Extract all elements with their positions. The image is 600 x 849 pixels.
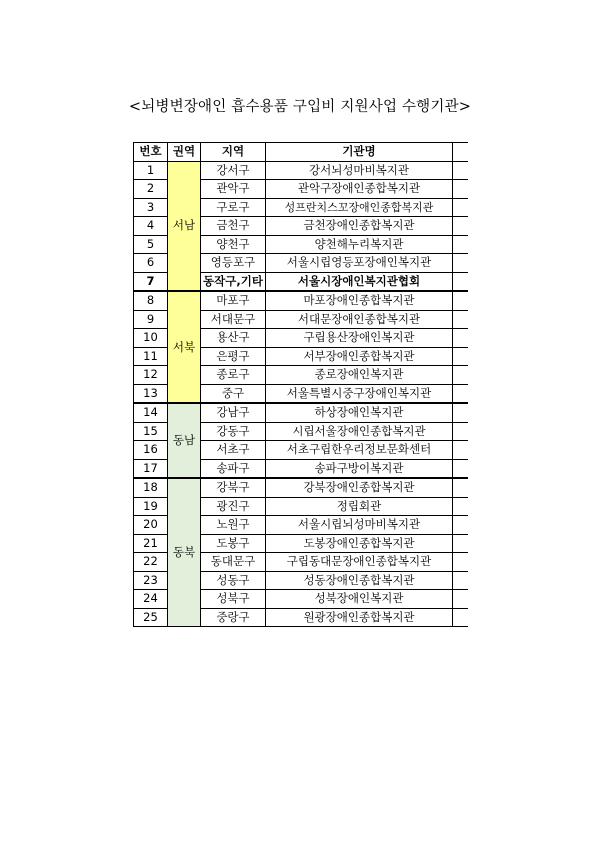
row-area: 광진구 xyxy=(201,497,266,516)
row-agency: 서울시립영등포장애인복지관 xyxy=(266,254,453,273)
row-number: 19 xyxy=(134,497,168,516)
header-region: 권역 xyxy=(168,143,201,162)
row-agency: 서대문장애인종합복지관 xyxy=(266,310,453,329)
row-area: 종로구 xyxy=(201,366,266,385)
row-agency: 성북장애인복지관 xyxy=(266,590,453,609)
row-number: 6 xyxy=(134,254,168,273)
row-blank xyxy=(453,329,468,348)
row-area: 용산구 xyxy=(201,329,266,348)
row-area: 강남구 xyxy=(201,403,266,422)
row-area: 서초구 xyxy=(201,441,266,460)
row-blank xyxy=(453,441,468,460)
row-agency: 서울특별시중구장애인복지관 xyxy=(266,384,453,403)
row-blank xyxy=(453,291,468,310)
row-number: 11 xyxy=(134,347,168,366)
row-agency: 도봉장애인종합복지관 xyxy=(266,534,453,553)
row-blank xyxy=(453,422,468,441)
row-area: 중구 xyxy=(201,384,266,403)
row-agency: 시립서울장애인종합복지관 xyxy=(266,422,453,441)
row-agency: 송파구방이복지관 xyxy=(266,459,453,478)
row-agency: 구립용산장애인복지관 xyxy=(266,329,453,348)
row-number: 8 xyxy=(134,291,168,310)
row-number: 25 xyxy=(134,608,168,627)
row-blank xyxy=(453,478,468,497)
row-number: 5 xyxy=(134,235,168,254)
row-blank xyxy=(453,272,468,291)
row-blank xyxy=(453,366,468,385)
row-agency: 강서뇌성마비복지관 xyxy=(266,161,453,180)
region-cell-seonam: 서남 xyxy=(168,161,201,291)
row-area: 영등포구 xyxy=(201,254,266,273)
row-agency: 서울시립뇌성마비복지관 xyxy=(266,516,453,535)
row-blank xyxy=(453,384,468,403)
header-agency: 기관명 xyxy=(266,143,453,162)
row-agency: 구립동대문장애인종합복지관 xyxy=(266,553,453,572)
table-row xyxy=(134,161,468,180)
region-cell-seobuk: 서북 xyxy=(168,291,201,403)
row-agency: 종로장애인복지관 xyxy=(266,366,453,385)
row-blank xyxy=(453,310,468,329)
row-area: 중랑구 xyxy=(201,608,266,627)
row-agency: 성프란치스꼬장애인종합복지관 xyxy=(266,198,453,217)
header-blank xyxy=(453,143,468,162)
row-blank xyxy=(453,347,468,366)
table-row xyxy=(134,291,468,310)
document-title: <뇌병변장애인 흡수용품 구입비 지원사업 수행기관> xyxy=(128,99,472,115)
row-number: 7 xyxy=(134,272,168,291)
row-number: 15 xyxy=(134,422,168,441)
row-area: 강서구 xyxy=(201,161,266,180)
row-area: 은평구 xyxy=(201,347,266,366)
row-number: 1 xyxy=(134,161,168,180)
row-area: 동작구,기타 xyxy=(201,272,266,291)
row-area: 서대문구 xyxy=(201,310,266,329)
row-area: 동대문구 xyxy=(201,553,266,572)
row-blank xyxy=(453,553,468,572)
region-cell-dongnam: 동남 xyxy=(168,403,201,478)
row-blank xyxy=(453,534,468,553)
row-number: 13 xyxy=(134,384,168,403)
row-blank xyxy=(453,516,468,535)
row-area: 도봉구 xyxy=(201,534,266,553)
row-number: 16 xyxy=(134,441,168,460)
row-blank xyxy=(453,403,468,422)
row-number: 2 xyxy=(134,180,168,199)
table-header-row xyxy=(134,143,468,162)
row-blank xyxy=(453,254,468,273)
row-agency: 양천해누리복지관 xyxy=(266,235,453,254)
agency-table xyxy=(133,142,468,627)
row-number: 24 xyxy=(134,590,168,609)
row-area: 송파구 xyxy=(201,459,266,478)
row-number: 12 xyxy=(134,366,168,385)
row-blank xyxy=(453,180,468,199)
row-agency: 하상장애인복지관 xyxy=(266,403,453,422)
row-agency: 원광장애인종합복지관 xyxy=(266,608,453,627)
row-number: 20 xyxy=(134,516,168,535)
row-agency: 금천장애인종합복지관 xyxy=(266,217,453,236)
row-number: 23 xyxy=(134,571,168,590)
row-area: 마포구 xyxy=(201,291,266,310)
row-area: 성북구 xyxy=(201,590,266,609)
row-number: 3 xyxy=(134,198,168,217)
row-area: 강동구 xyxy=(201,422,266,441)
row-number: 17 xyxy=(134,459,168,478)
row-blank xyxy=(453,608,468,627)
row-blank xyxy=(453,217,468,236)
row-blank xyxy=(453,571,468,590)
row-agency: 서초구립한우리정보문화센터 xyxy=(266,441,453,460)
row-number: 21 xyxy=(134,534,168,553)
row-agency: 성동장애인종합복지관 xyxy=(266,571,453,590)
row-agency: 서울시장애인복지관협회 xyxy=(266,272,453,291)
header-number: 번호 xyxy=(134,143,168,162)
row-area: 구로구 xyxy=(201,198,266,217)
row-area: 금천구 xyxy=(201,217,266,236)
row-number: 4 xyxy=(134,217,168,236)
row-area: 강북구 xyxy=(201,478,266,497)
row-agency: 마포장애인종합복지관 xyxy=(266,291,453,310)
row-number: 10 xyxy=(134,329,168,348)
header-area: 지역 xyxy=(201,143,266,162)
row-agency: 정립회관 xyxy=(266,497,453,516)
row-number: 14 xyxy=(134,403,168,422)
table-row xyxy=(134,478,468,497)
row-blank xyxy=(453,161,468,180)
row-agency: 서부장애인종합복지관 xyxy=(266,347,453,366)
row-blank xyxy=(453,497,468,516)
row-blank xyxy=(453,459,468,478)
row-blank xyxy=(453,235,468,254)
table-row xyxy=(134,403,468,422)
row-number: 18 xyxy=(134,478,168,497)
row-number: 22 xyxy=(134,553,168,572)
row-agency: 강북장애인종합복지관 xyxy=(266,478,453,497)
row-number: 9 xyxy=(134,310,168,329)
row-area: 노원구 xyxy=(201,516,266,535)
row-area: 성동구 xyxy=(201,571,266,590)
row-blank xyxy=(453,590,468,609)
region-cell-dongbuk: 동북 xyxy=(168,478,201,627)
row-blank xyxy=(453,198,468,217)
row-area: 관악구 xyxy=(201,180,266,199)
row-area: 양천구 xyxy=(201,235,266,254)
row-agency: 관악구장애인종합복지관 xyxy=(266,180,453,199)
